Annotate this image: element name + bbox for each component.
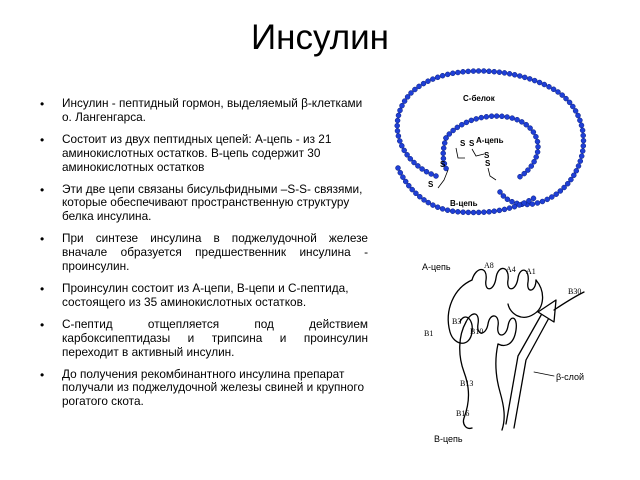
amino-acid-bead bbox=[532, 159, 537, 164]
amino-acid-bead bbox=[535, 139, 540, 144]
amino-acid-bead bbox=[398, 170, 403, 175]
a-chain-strand bbox=[448, 280, 472, 343]
amino-acid-bead bbox=[487, 69, 492, 74]
residue-label: В3 bbox=[452, 317, 462, 326]
amino-acid-bead bbox=[412, 160, 417, 165]
c-peptide-label: С-белок bbox=[463, 94, 495, 103]
proinsulin-diagram bbox=[368, 64, 608, 224]
amino-acid-bead bbox=[512, 72, 517, 77]
amino-acid-bead bbox=[573, 108, 578, 113]
amino-acid-bead bbox=[551, 87, 556, 92]
amino-acid-bead bbox=[396, 166, 401, 171]
amino-acid-bead bbox=[396, 113, 401, 118]
residue-label: А8 bbox=[484, 261, 494, 270]
amino-acid-bead bbox=[522, 75, 527, 80]
amino-acid-bead bbox=[466, 210, 471, 215]
amino-acid-bead bbox=[455, 125, 460, 130]
amino-acid-bead bbox=[510, 116, 515, 121]
amino-acid-bead bbox=[417, 84, 422, 89]
residue-label: В16 bbox=[456, 409, 470, 418]
amino-acid-bead bbox=[522, 201, 527, 206]
bullet-item bbox=[38, 368, 368, 410]
amino-acid-bead bbox=[466, 69, 471, 74]
amino-acid-bead bbox=[417, 194, 422, 199]
insulin-ribbon-diagram bbox=[414, 252, 624, 448]
amino-acid-bead bbox=[476, 210, 481, 215]
amino-acid-bead bbox=[537, 80, 542, 85]
beta-pointer bbox=[534, 372, 554, 376]
b-chain-strand bbox=[496, 344, 504, 430]
amino-acid-bead bbox=[497, 208, 502, 213]
bullet-item bbox=[38, 318, 368, 360]
amino-acid-bead bbox=[531, 196, 536, 201]
amino-acid-bead bbox=[578, 159, 583, 164]
beta-layer-label: β-слой bbox=[556, 372, 585, 382]
amino-acid-bead bbox=[518, 174, 523, 179]
amino-acid-bead bbox=[536, 144, 541, 149]
s-label: S bbox=[469, 139, 475, 148]
amino-acid-bead bbox=[487, 209, 492, 214]
amino-acid-bead bbox=[420, 167, 425, 172]
bullet-item bbox=[38, 232, 368, 274]
b-chain-label: В-цепь bbox=[450, 199, 478, 208]
bullet-text: Эти две цепи связаны бисульфидными –S-S- связями, которые обеспечивают пространственную структуру белка инсулина. bbox=[62, 181, 363, 224]
amino-acid-bead bbox=[581, 133, 586, 138]
amino-acid-bead bbox=[498, 190, 503, 195]
amino-acid-bead bbox=[494, 114, 499, 119]
amino-acid-bead bbox=[459, 122, 464, 127]
amino-acid-bead bbox=[522, 171, 527, 176]
bullet-text: При синтезе инсулина в поджелудочной железе вначале образуется предшественник инсулина - проинсулин. bbox=[62, 231, 368, 274]
bullet-icon: • bbox=[40, 281, 45, 296]
amino-acid-bead bbox=[532, 78, 537, 83]
amino-acid-bead bbox=[435, 75, 440, 80]
bullet-text: Проинсулин состоит из А-цепи, В-цепи и С-пептида, состоящего из 35 аминокислотных остатков. bbox=[62, 280, 349, 309]
bullet-icon: • bbox=[40, 317, 45, 332]
amino-acid-bead bbox=[445, 72, 450, 77]
amino-acid-bead bbox=[399, 143, 404, 148]
amino-acid-bead bbox=[444, 136, 449, 141]
s-label: S bbox=[440, 160, 446, 169]
amino-acid-bead bbox=[549, 195, 554, 200]
residue-label: А4 bbox=[506, 265, 516, 274]
amino-acid-bead bbox=[471, 69, 476, 74]
amino-acid-bead bbox=[527, 76, 532, 81]
amino-acid-bead bbox=[501, 194, 506, 199]
bullet-icon: • bbox=[40, 182, 45, 197]
amino-acid-bead bbox=[484, 114, 489, 119]
amino-acid-bead bbox=[535, 150, 540, 155]
residue-label: В10 bbox=[470, 327, 484, 336]
amino-acid-bead bbox=[554, 192, 559, 197]
amino-acid-bead bbox=[464, 120, 469, 125]
amino-acid-bead bbox=[481, 69, 486, 74]
amino-acid-bead bbox=[545, 197, 550, 202]
amino-acid-bead bbox=[531, 130, 536, 135]
bullet-item bbox=[38, 183, 368, 225]
amino-acid-bead bbox=[440, 206, 445, 211]
amino-acid-bead bbox=[502, 70, 507, 75]
amino-acid-bead bbox=[421, 81, 426, 86]
amino-acid-bead bbox=[395, 118, 400, 123]
amino-acid-bead bbox=[581, 143, 586, 148]
amino-acid-bead bbox=[507, 71, 512, 76]
residue-label: В1 bbox=[424, 329, 434, 338]
bullet-text: Состоит из двух пептидных цепей: А-цепь - из 21 аминокислотных остатков. В-цепь содержит 30 аминокислотных остатков bbox=[62, 131, 332, 174]
amino-acid-bead bbox=[568, 177, 573, 182]
amino-acid-bead bbox=[397, 139, 402, 144]
amino-acid-bead bbox=[576, 164, 581, 169]
amino-acid-bead bbox=[426, 79, 431, 84]
amino-acid-bead bbox=[395, 123, 400, 128]
amino-acid-bead bbox=[455, 209, 460, 214]
a-chain-strand bbox=[508, 280, 543, 317]
amino-acid-bead bbox=[534, 155, 539, 160]
amino-acid-bead bbox=[430, 203, 435, 208]
amino-acid-bead bbox=[558, 189, 563, 194]
amino-acid-bead bbox=[542, 82, 547, 87]
amino-acid-bead bbox=[515, 117, 520, 122]
amino-acid-bead bbox=[519, 119, 524, 124]
a-chain-label: А-цепь bbox=[476, 136, 504, 145]
amino-acid-bead bbox=[402, 99, 407, 104]
amino-acid-bead bbox=[455, 70, 460, 75]
amino-acid-bead bbox=[450, 209, 455, 214]
amino-acid-bead bbox=[409, 91, 414, 96]
amino-acid-bead bbox=[570, 104, 575, 109]
amino-acid-bead bbox=[581, 138, 586, 143]
amino-acid-bead bbox=[426, 200, 431, 205]
amino-acid-bead bbox=[533, 134, 538, 139]
s-label: S bbox=[460, 139, 466, 148]
amino-acid-bead bbox=[507, 206, 512, 211]
amino-acid-bead bbox=[580, 149, 585, 154]
amino-acid-bead bbox=[442, 141, 447, 146]
amino-acid-bead bbox=[499, 114, 504, 119]
bullet-icon: • bbox=[40, 367, 45, 382]
amino-acid-bead bbox=[461, 210, 466, 215]
amino-acid-bead bbox=[510, 199, 515, 204]
amino-acid-bead bbox=[400, 175, 405, 180]
amino-acid-bead bbox=[440, 73, 445, 78]
amino-acid-bead bbox=[579, 123, 584, 128]
residue-label: В13 bbox=[460, 379, 474, 388]
amino-acid-bead bbox=[489, 114, 494, 119]
amino-acid-bead bbox=[579, 154, 584, 159]
amino-acid-bead bbox=[451, 128, 456, 133]
amino-acid-bead bbox=[445, 208, 450, 213]
amino-acid-bead bbox=[461, 69, 466, 74]
amino-acid-bead bbox=[405, 152, 410, 157]
amino-acid-bead bbox=[435, 205, 440, 210]
amino-acid-bead bbox=[502, 207, 507, 212]
amino-acid-bead bbox=[441, 151, 446, 156]
amino-acid-bead bbox=[492, 69, 497, 74]
b-chain-label: В-цепь bbox=[434, 434, 463, 444]
residue-label: А1 bbox=[526, 267, 536, 276]
amino-acid-bead bbox=[517, 74, 522, 79]
amino-acid-bead bbox=[481, 210, 486, 215]
amino-acid-bead bbox=[512, 204, 517, 209]
amino-acid-bead bbox=[396, 134, 401, 139]
amino-acid-bead bbox=[577, 118, 582, 123]
amino-acid-bead bbox=[424, 169, 429, 174]
amino-acid-bead bbox=[526, 198, 531, 203]
amino-acid-bead bbox=[556, 90, 561, 95]
beta-strand bbox=[514, 316, 550, 428]
amino-acid-bead bbox=[567, 100, 572, 105]
amino-acid-bead bbox=[535, 201, 540, 206]
bullet-text: До получения рекомбинантного инсулина препарат получали из поджелудочной железы свиней и крупного рогатого скота. bbox=[62, 366, 365, 409]
amino-acid-bead bbox=[580, 128, 585, 133]
amino-acid-bead bbox=[497, 70, 502, 75]
amino-acid-bead bbox=[474, 116, 479, 121]
amino-acid-bead bbox=[400, 103, 405, 108]
amino-acid-bead bbox=[402, 148, 407, 153]
amino-acid-bead bbox=[450, 71, 455, 76]
amino-acid-bead bbox=[547, 84, 552, 89]
amino-acid-bead bbox=[574, 168, 579, 173]
s-label: S bbox=[428, 180, 434, 189]
amino-acid-bead bbox=[505, 115, 510, 120]
amino-acid-bead bbox=[517, 203, 522, 208]
slide-title: Инсулин bbox=[250, 18, 390, 57]
amino-acid-bead bbox=[565, 181, 570, 186]
bullet-item bbox=[38, 133, 368, 175]
amino-acid-bead bbox=[576, 113, 581, 118]
amino-acid-bead bbox=[571, 173, 576, 178]
amino-acid-bead bbox=[441, 146, 446, 151]
amino-acid-bead bbox=[479, 115, 484, 120]
a-chain-label: А-цепь bbox=[422, 262, 451, 272]
amino-acid-bead bbox=[492, 209, 497, 214]
amino-acid-bead bbox=[395, 128, 400, 133]
amino-acid-bead bbox=[398, 108, 403, 113]
amino-acid-bead bbox=[471, 210, 476, 215]
s-label: S bbox=[485, 159, 491, 168]
bullet-item bbox=[38, 282, 368, 310]
amino-acid-bead bbox=[540, 199, 545, 204]
bullet-text: С-пептид отщепляется под действием карбоксипептидазы и трипсина и проинсулин переходит в активный инсулин. bbox=[62, 316, 368, 359]
bullet-icon: • bbox=[40, 132, 45, 147]
amino-acid-bead bbox=[403, 179, 408, 184]
amino-acid-bead bbox=[429, 172, 434, 177]
s-label: S bbox=[484, 151, 490, 160]
amino-acid-bead bbox=[469, 118, 474, 123]
bullet-icon: • bbox=[40, 232, 45, 247]
amino-acid-bead bbox=[430, 77, 435, 82]
amino-acid-bead bbox=[434, 174, 439, 179]
amino-acid-bead bbox=[564, 96, 569, 101]
beta-arrowhead bbox=[538, 300, 556, 322]
bullet-text: Инсулин - пептидный гормон, выделяемый β-клетками о. Лангенгарса. bbox=[62, 96, 363, 124]
bullet-item bbox=[38, 97, 368, 125]
residue-label: В30 bbox=[568, 287, 582, 296]
bullet-list bbox=[38, 97, 368, 417]
bullet-icon: • bbox=[40, 97, 45, 111]
ribbon-labels bbox=[422, 261, 584, 444]
amino-acid-bead bbox=[476, 69, 481, 74]
amino-acid-bead bbox=[410, 187, 415, 192]
amino-acid-bead bbox=[529, 164, 534, 169]
